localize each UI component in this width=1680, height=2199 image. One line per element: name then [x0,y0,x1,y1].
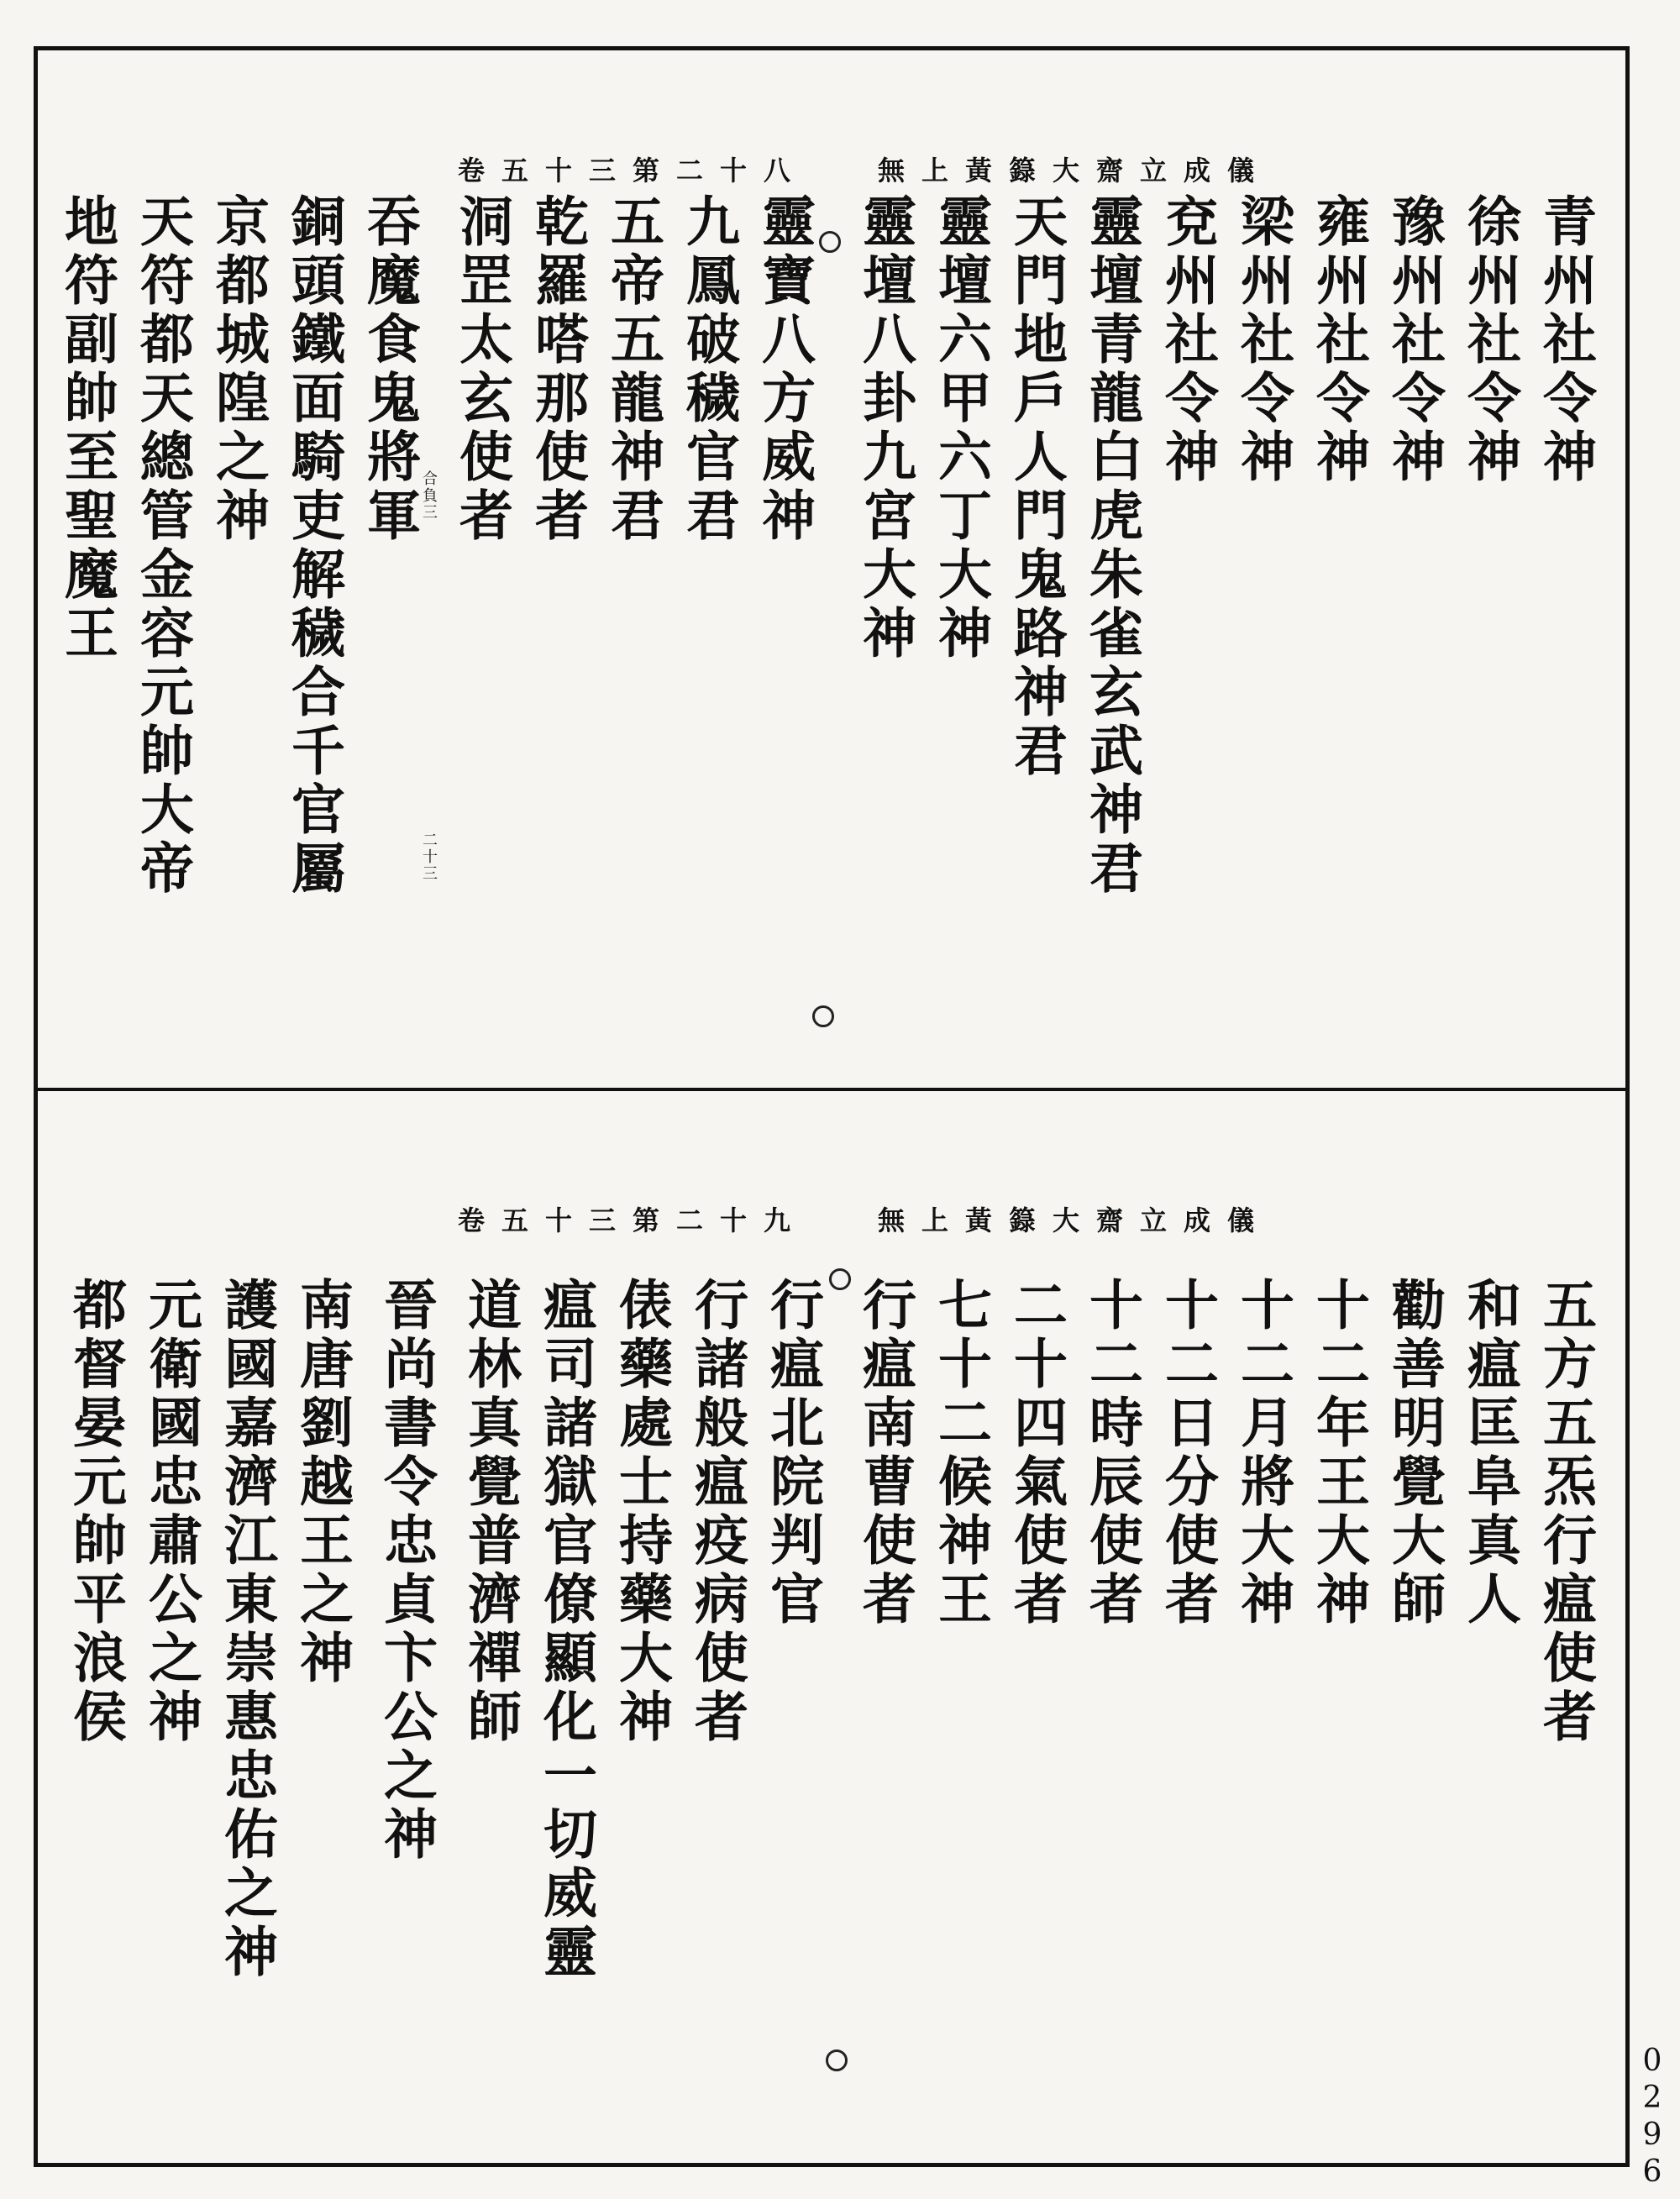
top-header [38,150,1625,186]
circle-mark [826,2049,848,2071]
text-column: 吞魔食鬼將軍 [358,193,420,546]
text-column: 天門地戶人門鬼路神君 [1005,193,1067,781]
text-column: 豫州社令神 [1383,193,1445,487]
margin-note: 二十三 [420,832,438,882]
text-column: 和瘟匡阜真人 [1458,1277,1520,1630]
text-column: 行瘟南曹使者 [853,1277,916,1630]
text-column: 七十二候神王 [929,1277,991,1630]
circle-mark [812,1005,834,1027]
text-column: 護國嘉濟江東崇惠忠佑之神 [215,1277,277,1982]
text-column: 天符都天總管金容元帥大帝 [131,193,193,899]
text-column: 行瘟北院判官 [761,1277,823,1630]
juan-page-label: 卷五十三第二十八 [458,155,808,186]
text-column: 洞罡太玄使者 [450,193,512,546]
text-column: 五帝五龍神君 [601,193,664,546]
text-column: 元衛國忠肅公之神 [139,1277,202,1747]
bottom-page [38,1092,1625,2163]
text-column: 十二月將大神 [1231,1277,1294,1630]
text-column: 靈壇八卦九宮大神 [853,193,916,664]
text-column: 雍州社令神 [1307,193,1369,487]
circle-mark [829,1268,851,1290]
text-column: 靈壇六甲六丁大神 [929,193,991,664]
juan-page-label: 卷五十三第二十九 [458,1204,808,1236]
text-column: 瘟司諸獄官僚顯化一切威靈 [534,1277,596,1982]
text-column: 都督晏元帥平浪侯 [64,1277,126,1747]
text-column: 十二年王大神 [1307,1277,1369,1630]
text-column: 兗州社令神 [1156,193,1218,487]
text-column: 靈壇青龍白虎朱雀玄武神君 [1080,193,1142,899]
book-title: 無上黃籙大齋立成儀 [878,1204,1272,1236]
top-page [38,50,1625,1088]
bottom-header [38,1199,1625,1236]
text-column: 銅頭鐵面騎吏解穢合千官屬 [282,193,344,899]
text-column: 俵藥處士持藥大神 [610,1277,672,1747]
text-column: 南唐劉越王之神 [291,1277,353,1688]
text-column: 地符副帥至聖魔王 [55,193,118,664]
text-column: 道林真覺普濟禪師 [459,1277,521,1747]
text-column: 梁州社令神 [1231,193,1294,487]
text-column: 京都城隍之神 [207,193,269,546]
margin-note: 合負三 [420,470,438,521]
text-column: 徐州社令神 [1458,193,1520,487]
text-column: 乾羅嗒那使者 [526,193,588,546]
page-number: 0296 [1642,2044,1662,2189]
text-column: 青州社令神 [1534,193,1596,487]
text-column: 行諸般瘟疫病使者 [685,1277,748,1747]
text-column: 晉尚書令忠貞卞公之神 [375,1277,437,1865]
circle-mark [819,231,841,253]
text-column: 勸善明覺大師 [1383,1277,1445,1630]
page-divider [34,1088,1630,1091]
text-column: 五方五炁行瘟使者 [1534,1277,1596,1747]
book-title: 無上黃籙大齋立成儀 [878,155,1272,186]
text-column: 十二日分使者 [1156,1277,1218,1630]
text-column: 二十四氣使者 [1005,1277,1067,1630]
text-column: 九鳳破穢官君 [677,193,739,546]
text-column: 靈寶八方威神 [753,193,815,546]
text-column: 十二時辰使者 [1080,1277,1142,1630]
